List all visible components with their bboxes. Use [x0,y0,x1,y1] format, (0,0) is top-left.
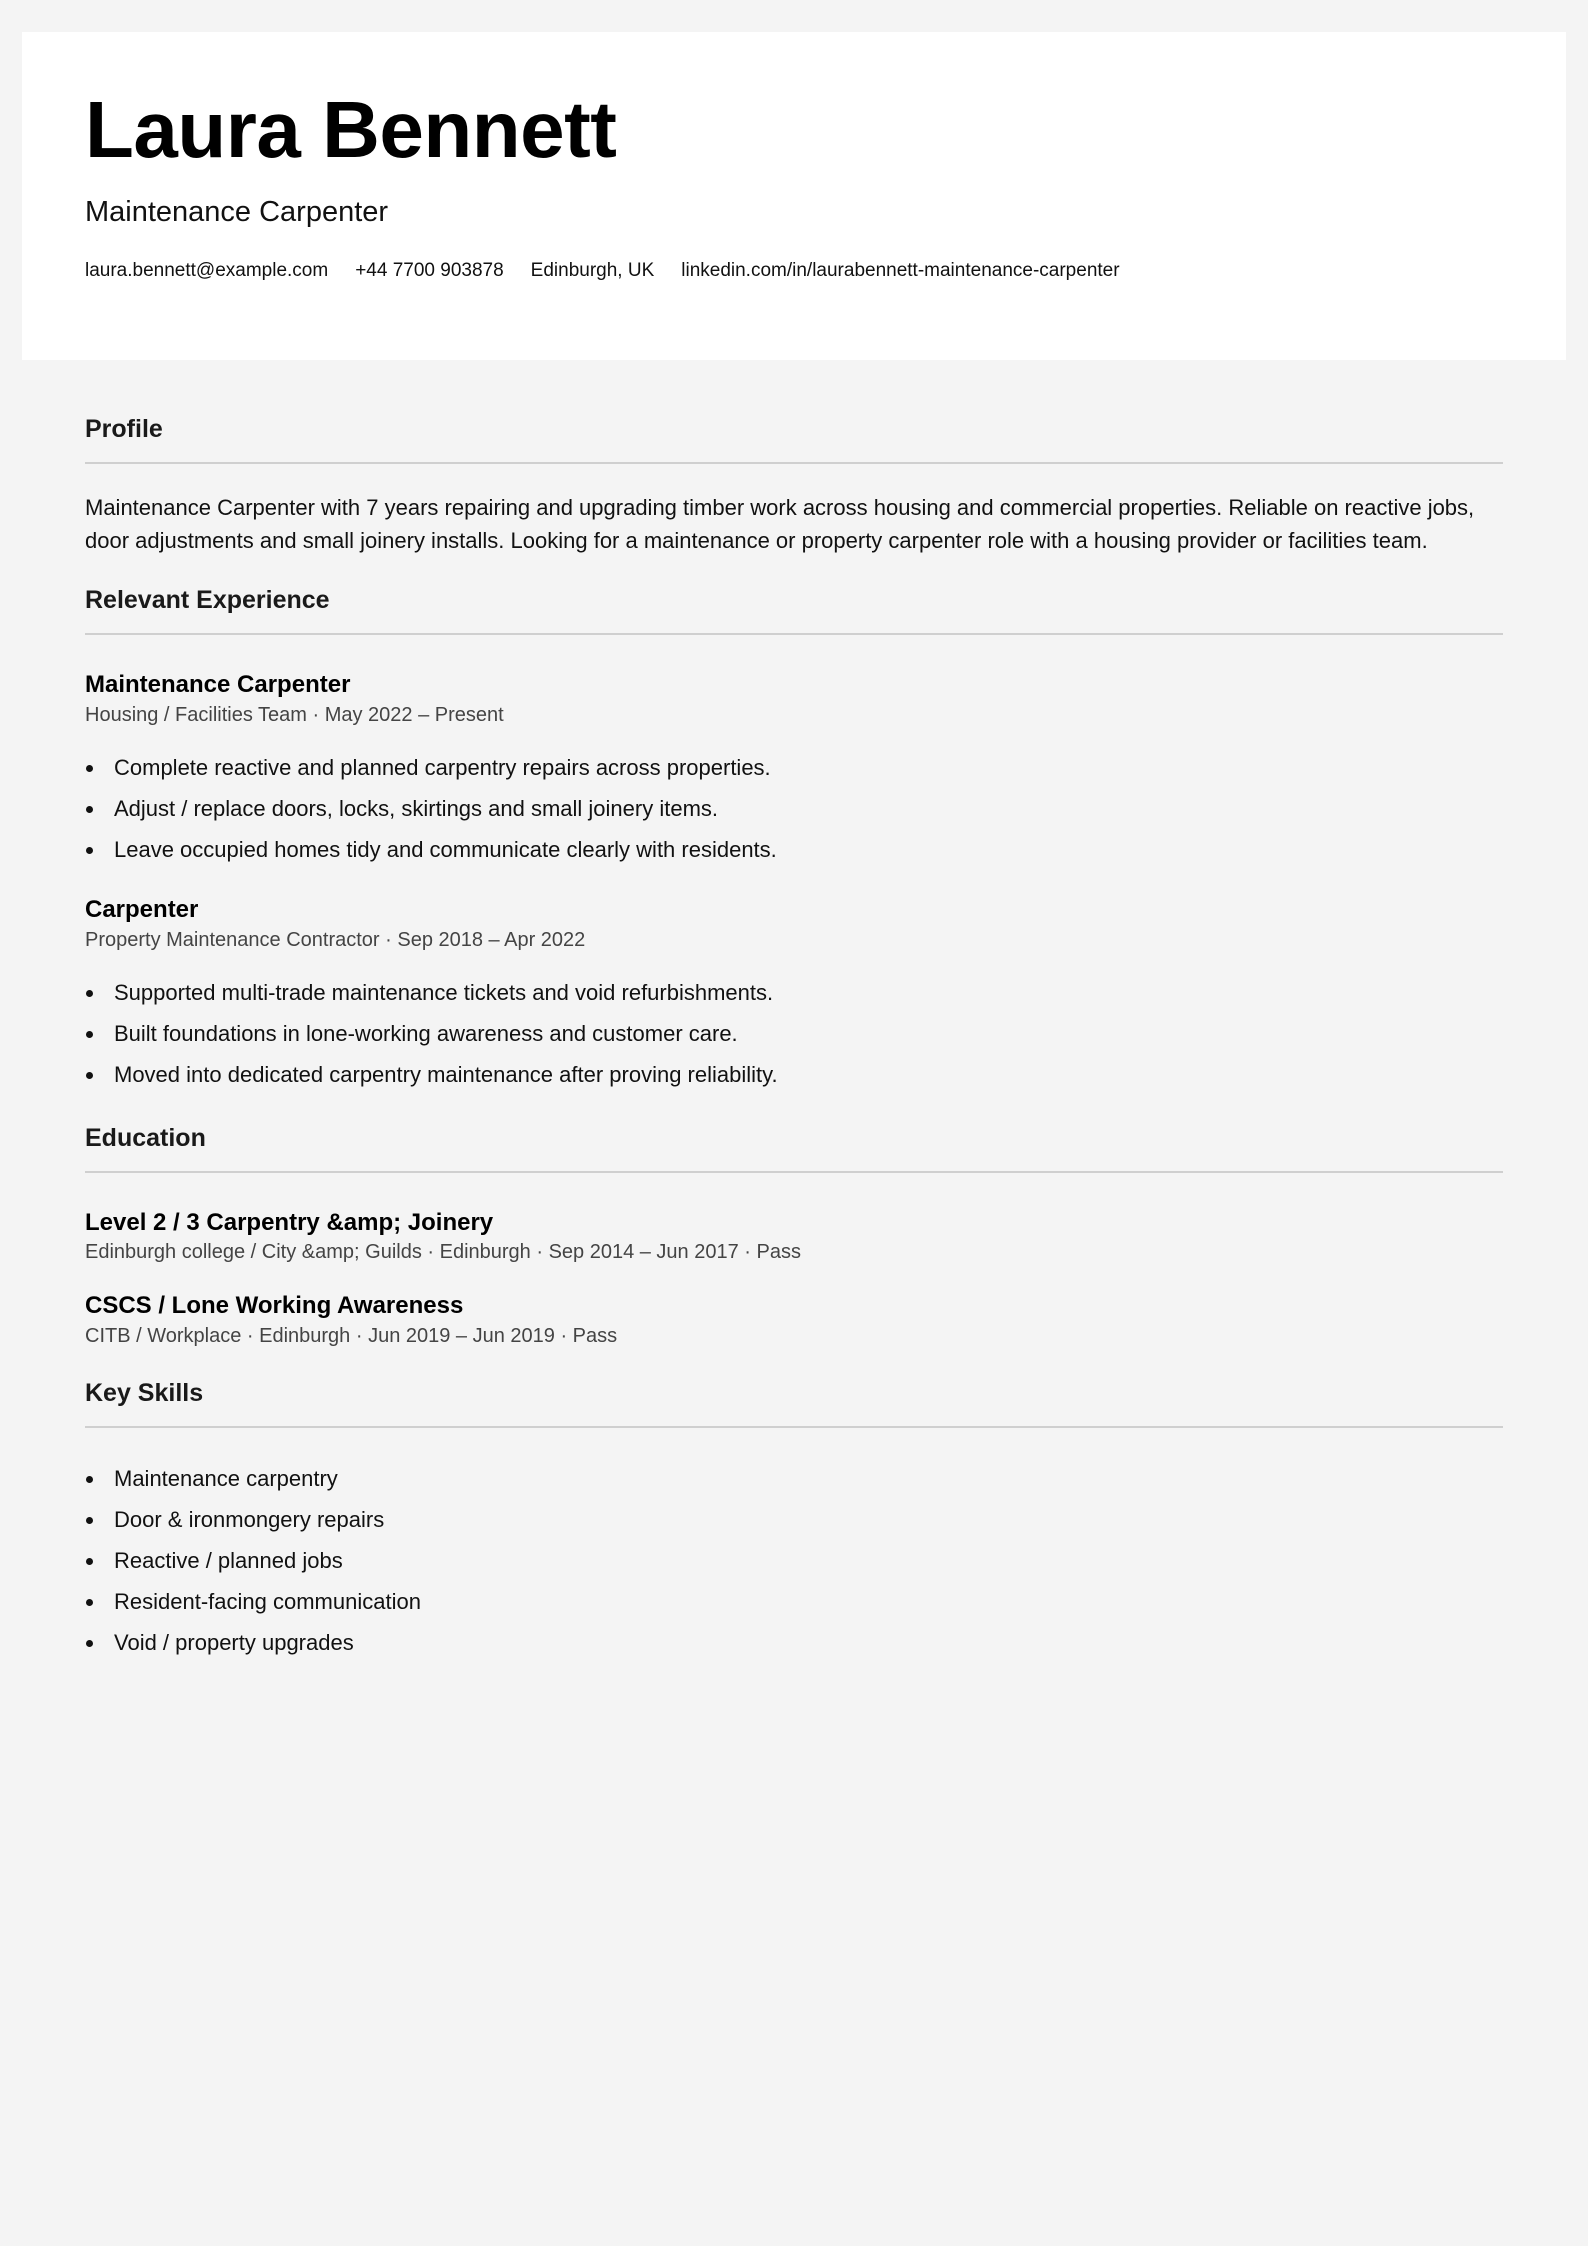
job-bullets [85,747,1503,870]
section-title-experience: Relevant Experience [85,586,330,614]
resume-body [85,414,1503,1663]
profile-section [85,414,1503,557]
contact-phone[interactable]: +44 7700 903878 [355,260,504,281]
job-meta: Property Maintenance Contractor · Sep 2018 – Apr 2022 [85,928,586,951]
skill-item: Reactive / planned jobs [85,1540,1503,1581]
education-entry [85,1209,1503,1267]
job-bullet: Adjust / replace doors, locks, skirtings and small joinery items. [85,788,1503,829]
job-title: Maintenance Carpenter [85,671,351,698]
job-bullets [85,972,1503,1095]
job-bullet: Built foundations in lone-working awareness and customer care. [85,1013,1503,1054]
experience-entry [85,671,1503,870]
contact-details [85,260,1120,283]
qualification-title: Level 2 / 3 Carpentry &amp; Joinery [85,1208,494,1236]
qualification-meta: Edinburgh college / City &amp; Guilds · Edinburgh · Sep 2014 – Jun 2017 · Pass [85,1241,801,1264]
job-bullet: Complete reactive and planned carpentry repairs across properties. [85,747,1503,788]
section-title-skills: Key Skills [85,1379,204,1408]
job-bullet: Leave occupied homes tidy and communicate clearly with residents. [85,829,1503,870]
skill-item: Void / property upgrades [85,1622,1503,1663]
section-title-profile: Profile [85,415,163,443]
contact-linkedin[interactable]: linkedin.com/in/laurabennett-maintenance-carpenter [681,260,1120,281]
contact-location: Edinburgh, UK [530,260,655,281]
job-bullet: Moved into dedicated carpentry maintenance after proving reliability. [85,1054,1503,1095]
contact-email[interactable]: laura.bennett@example.com [85,260,329,281]
candidate-role: Maintenance Carpenter [85,196,389,228]
experience-section [85,585,1503,1095]
skill-item: Resident-facing communication [85,1581,1503,1622]
resume-header [22,32,1566,360]
experience-entry [85,896,1503,1095]
section-divider [85,1426,1503,1428]
profile-summary: Maintenance Carpenter with 7 years repairing and upgrading timber work across housing and commercial properties. Reliable on reactive jobs, door adjustments and small joinery installs. Looking for a maintenance or property carpenter role with a housing provider or facilities team. [85,495,1475,553]
section-title-education: Education [85,1123,206,1152]
section-divider [85,633,1503,635]
education-entry [85,1292,1503,1350]
section-divider [85,1171,1503,1173]
skill-item: Door & ironmongery repairs [85,1499,1503,1540]
skill-item: Maintenance carpentry [85,1458,1503,1499]
education-section [85,1123,1503,1351]
skills-section [85,1378,1503,1663]
qualification-meta: CITB / Workplace · Edinburgh · Jun 2019 – Jun 2019 · Pass [85,1325,618,1348]
skills-list [85,1458,1503,1663]
section-divider [85,462,1503,464]
job-meta: Housing / Facilities Team · May 2022 – Present [85,703,504,726]
candidate-name: Laura Bennett [85,85,617,174]
job-bullet: Supported multi-trade maintenance tickets and void refurbishments. [85,972,1503,1013]
qualification-title: CSCS / Lone Working Awareness [85,1292,464,1320]
job-title: Carpenter [85,895,199,923]
